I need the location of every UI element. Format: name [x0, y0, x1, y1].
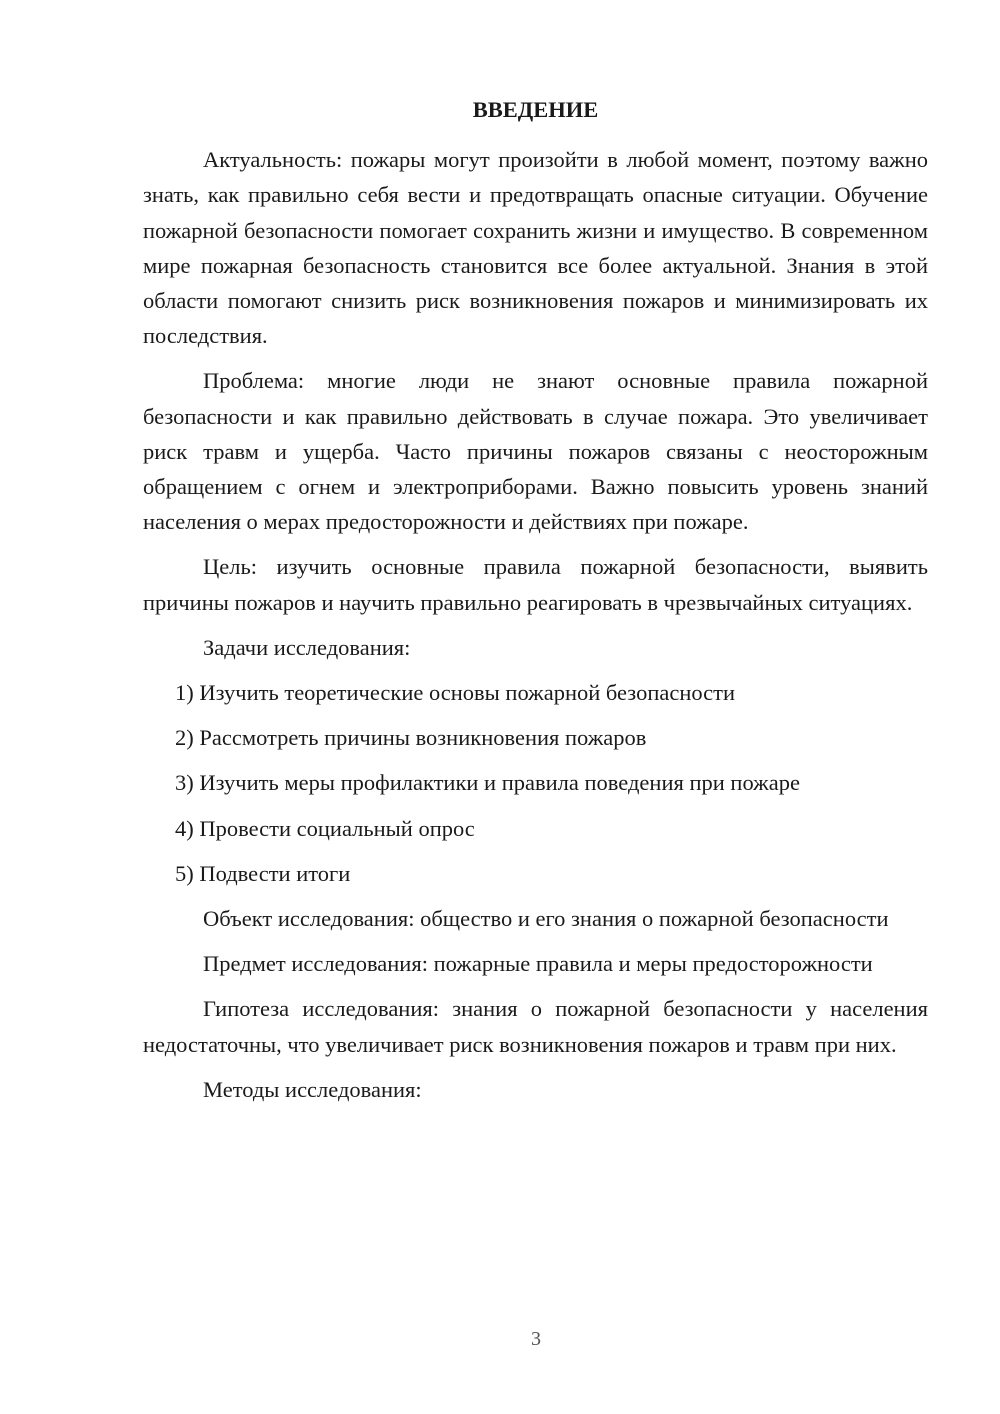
object-paragraph: Объект исследования: общество и его знания о пожарной безопасности: [203, 906, 889, 932]
problem-paragraph: Проблема: многие люди не знают основные правила пожарной безопасности и как правильно действовать в случае пожара. Это увеличивает риск травм и ущерба. Часто причины пожаров связаны с неосторожным обращением с огнем и электроприборами. Важно повысить уровень знаний населения о мерах предосторожности и действиях при пожаре.: [143, 368, 928, 535]
tasks-list: [143, 675, 928, 891]
hypothesis-paragraph: Гипотеза исследования: знания о пожарной безопасности у населения недостаточны, что увеличивает риск возникновения пожаров и травм при них.: [143, 996, 928, 1057]
relevance-paragraph: Актуальность: пожары могут произойти в любой момент, поэтому важно знать, как правильно себя вести и предотвращать опасные ситуации. Обучение пожарной безопасности помогает сохранить жизни и имущество. В современном мире пожарная безопасность становится все более актуальной. Знания в этой области помогают снизить риск возникновения пожаров и минимизировать их последствия.: [143, 147, 928, 349]
task-item: 5) Подвести итоги: [175, 860, 351, 886]
methods-label: Методы исследования:: [203, 1076, 422, 1102]
goal-paragraph: Цель: изучить основные правила пожарной безопасности, выявить причины пожаров и научить правильно реагировать в чрезвычайных ситуациях.: [143, 554, 928, 615]
task-item: 2) Рассмотреть причины возникновения пожаров: [175, 725, 647, 751]
task-item: 3) Изучить меры профилактики и правила поведения при пожаре: [175, 770, 800, 796]
subject-paragraph: Предмет исследования: пожарные правила и меры предосторожности: [203, 951, 873, 977]
page-title: ВВЕДЕНИЕ: [472, 97, 599, 122]
page-content: [143, 92, 928, 1117]
task-item: 4) Провести социальный опрос: [175, 815, 475, 841]
page-number: 3: [531, 1328, 541, 1350]
tasks-label: Задачи исследования:: [203, 634, 411, 660]
task-item: 1) Изучить теоретические основы пожарной безопасности: [175, 680, 736, 706]
